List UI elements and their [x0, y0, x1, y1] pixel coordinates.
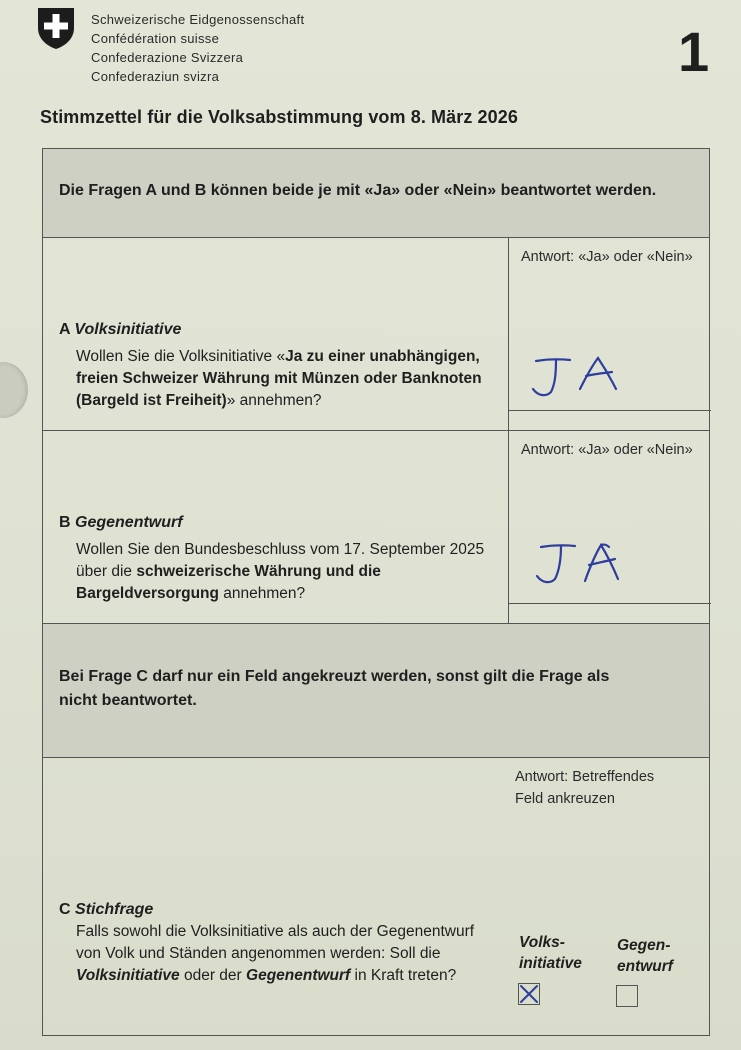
swiss-cross-crest-icon — [36, 6, 76, 50]
federation-name-rm: Confederaziun svizra — [91, 69, 220, 84]
question-b-topic: schweizerische Währung und die Bargeldversorgung — [76, 563, 381, 602]
question-c-text-part3: in Kraft treten? — [350, 967, 457, 984]
answer-column-divider — [508, 430, 509, 623]
question-b-heading — [59, 514, 183, 532]
question-a-initiative-name: Ja zu einer unabhängigen, freien Schweizer Währung mit Münzen oder Banknoten (Bargeld ist Freiheit) — [76, 348, 482, 409]
handwritten-answer-b[interactable] — [531, 537, 641, 592]
question-a-text-prefix: Wollen Sie die Volksinitiative « — [76, 348, 286, 365]
question-b-text-suffix: annehmen? — [218, 585, 306, 602]
question-a-heading — [59, 321, 181, 339]
punch-notch — [0, 362, 28, 418]
divider — [43, 237, 709, 238]
federation-name-de: Schweizerische Eidgenossenschaft — [91, 12, 305, 27]
ballot-title: Stimmzettel für die Volksabstimmung vom 8. März 2026 — [40, 107, 518, 127]
ballot-frame — [42, 148, 710, 1036]
answer-line-b — [508, 603, 711, 604]
divider — [43, 430, 709, 431]
question-c-text-part1: Falls sowohl die Volksinitiative als auch der Gegenentwurf von Volk und Ständen angenommen werden: Soll die — [76, 923, 475, 962]
question-a-text — [76, 346, 506, 412]
instruction-ab-text: Die Fragen A und B können beide je mit «Ja» oder «Nein» beantwortet werden. — [59, 182, 657, 199]
question-b-letter: B — [59, 514, 71, 531]
question-c-text — [76, 921, 491, 987]
question-a-text-suffix: » annehmen? — [226, 392, 322, 409]
option-volksinitiative-label: Volks- initiative — [519, 934, 582, 972]
question-a-type: Volksinitiative — [74, 321, 182, 338]
divider — [43, 757, 709, 758]
question-c-heading — [59, 901, 153, 919]
answer-column-divider — [508, 237, 509, 430]
instruction-ab-section — [43, 149, 709, 237]
answer-hint-c: Antwort: Betreffendes Feld ankreuzen — [515, 769, 655, 807]
instruction-c-text: Bei Frage C darf nur ein Feld angekreuzt werden, sonst gilt die Frage als nicht beantwortet. — [59, 668, 610, 709]
question-b-type: Gegenentwurf — [75, 514, 183, 531]
checkbox-volksinitiative[interactable] — [518, 983, 540, 1005]
cross-mark-icon — [519, 984, 539, 1004]
federation-name-fr: Confédération suisse — [91, 31, 220, 46]
federation-names — [91, 10, 304, 86]
federation-name-it: Confederazione Svizzera — [91, 50, 244, 65]
question-b-text — [76, 539, 508, 605]
question-c-emphasis-initiative: Volksinitiative — [76, 967, 180, 984]
ballot-number: 1 — [678, 20, 710, 83]
question-c-emphasis-counterproposal: Gegenentwurf — [246, 967, 351, 984]
question-a-letter: A — [59, 321, 70, 338]
checkbox-gegenentwurf[interactable] — [616, 985, 638, 1007]
question-b-text-prefix: Wollen Sie den Bundesbeschluss vom 17. September 2025 über die — [76, 541, 485, 580]
question-c-text-part2: oder der — [179, 967, 247, 984]
instruction-c-section — [43, 624, 709, 757]
answer-hint-a: Antwort: «Ja» oder «Nein» — [521, 249, 693, 265]
question-c-type: Stichfrage — [75, 901, 154, 918]
question-c-letter: C — [59, 901, 71, 918]
option-gegenentwurf-label: Gegen- entwurf — [617, 937, 673, 975]
handwritten-answer-a[interactable] — [528, 349, 638, 404]
answer-hint-b: Antwort: «Ja» oder «Nein» — [521, 442, 693, 458]
answer-line-a — [508, 410, 711, 411]
